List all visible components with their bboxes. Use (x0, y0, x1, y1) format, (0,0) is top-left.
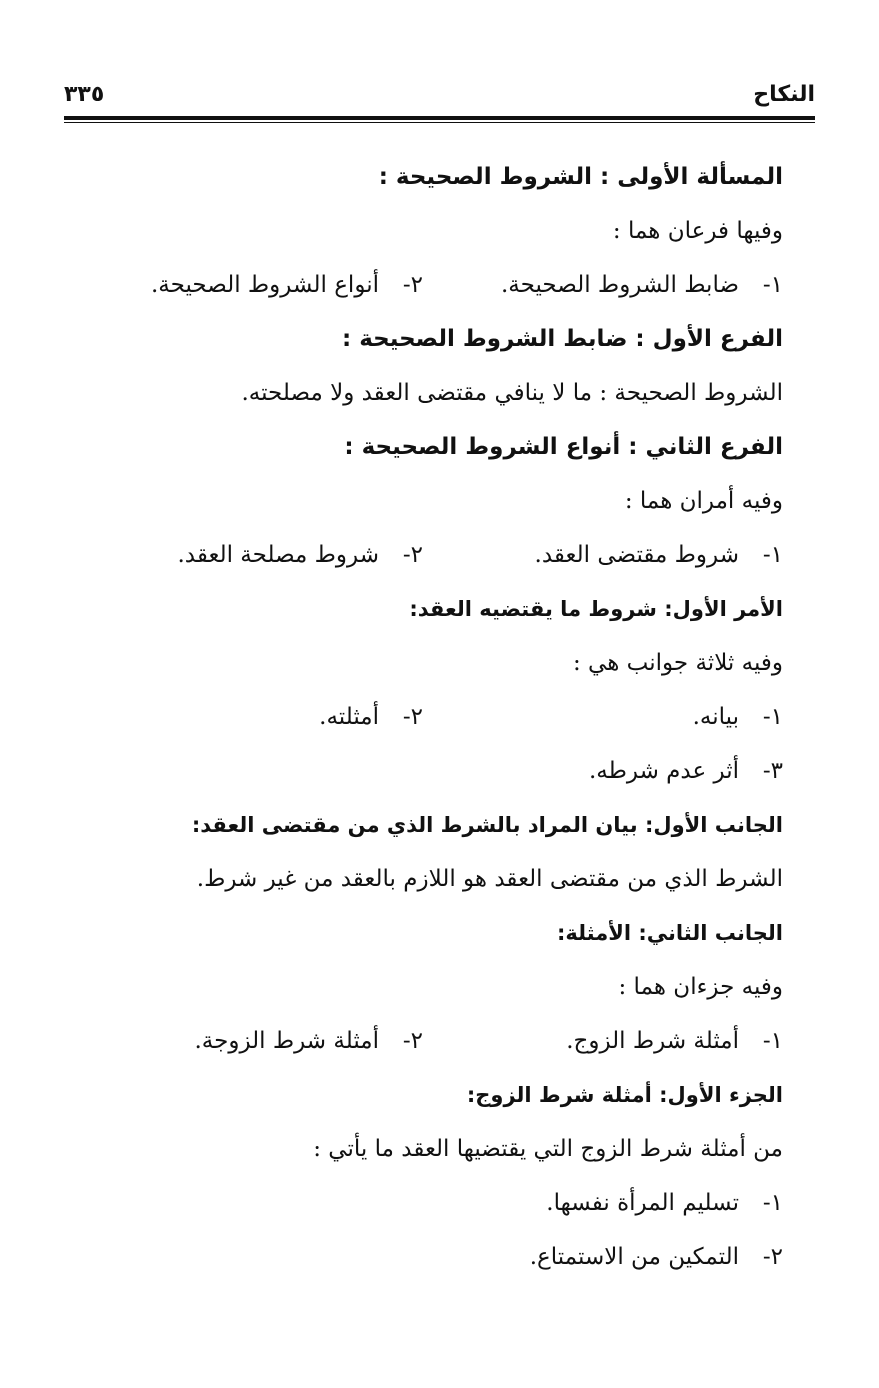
list-number: ١- (762, 542, 783, 568)
list-item-text: شروط مصلحة العقد. (177, 542, 379, 568)
subsection-heading: الجانب الأول: بيان المراد بالشرط الذي من مقتضى العقد: (191, 813, 783, 837)
list-item-text: بيانه. (692, 704, 739, 730)
list-number: ١- (762, 272, 783, 298)
list-item (64, 744, 783, 798)
paragraph: من أمثلة شرط الزوج التي يقتضيها العقد ما يأتي : (313, 1136, 783, 1162)
paragraph: الشروط الصحيحة : ما لا ينافي مقتضى العقد ولا مصلحته. (241, 380, 783, 406)
list-item (151, 258, 423, 312)
list-item-text: أمثلة شرط الزوج. (566, 1028, 739, 1054)
header-rule-thin (64, 122, 815, 123)
list-item (319, 690, 423, 744)
paragraph: وفيه جزءان هما : (618, 974, 783, 1000)
page-header (64, 82, 815, 116)
numbered-list-row (64, 258, 783, 312)
list-item-text: أمثلته. (319, 704, 379, 730)
paragraph: وفيه ثلاثة جوانب هي : (573, 650, 783, 676)
list-number: ١- (762, 704, 783, 730)
subsection-heading: الجزء الأول: أمثلة شرط الزوج: (466, 1083, 783, 1107)
list-item-text: ضابط الشروط الصحيحة. (501, 272, 739, 298)
header-rule-thick (64, 116, 815, 120)
list-item (194, 1014, 423, 1068)
list-number: ٢- (762, 1244, 783, 1270)
paragraph: وفيه أمران هما : (624, 488, 783, 514)
list-item (177, 528, 423, 582)
subsection-heading: الفرع الأول : ضابط الشروط الصحيحة : (341, 326, 783, 352)
paragraph: وفيها فرعان هما : (612, 218, 783, 244)
list-number: ٢- (402, 542, 423, 568)
list-number: ٢- (402, 704, 423, 730)
list-number: ١- (762, 1190, 783, 1216)
list-item (423, 258, 783, 312)
list-item (64, 1230, 783, 1284)
list-item (423, 1014, 783, 1068)
numbered-list-row (64, 690, 783, 744)
list-number: ٢- (402, 272, 423, 298)
page-body (64, 150, 783, 1284)
subsection-heading: الفرع الثاني : أنواع الشروط الصحيحة : (344, 434, 783, 460)
running-title: النكاح (753, 82, 815, 107)
list-number: ٣- (762, 758, 783, 784)
list-item-text: أنواع الشروط الصحيحة. (150, 272, 379, 298)
page-number: ٣٣٥ (64, 82, 105, 107)
list-item (64, 1176, 783, 1230)
list-item-text: تسليم المرأة نفسها. (546, 1190, 739, 1216)
list-item-text: التمكين من الاستمتاع. (529, 1244, 739, 1270)
subsection-heading: الأمر الأول: شروط ما يقتضيه العقد: (409, 597, 783, 621)
list-number: ٢- (402, 1028, 423, 1054)
numbered-list-row (64, 1014, 783, 1068)
list-item (423, 690, 783, 744)
section-heading: المسألة الأولى : الشروط الصحيحة : (378, 164, 783, 190)
list-item-text: أمثلة شرط الزوجة. (194, 1028, 379, 1054)
list-item-text: شروط مقتضى العقد. (534, 542, 739, 568)
list-item-text: أثر عدم شرطه. (588, 758, 739, 784)
numbered-list-row (64, 528, 783, 582)
list-item (423, 528, 783, 582)
paragraph: الشرط الذي من مقتضى العقد هو اللازم بالعقد من غير شرط. (196, 866, 783, 892)
list-number: ١- (762, 1028, 783, 1054)
subsection-heading: الجانب الثاني: الأمثلة: (556, 921, 783, 945)
